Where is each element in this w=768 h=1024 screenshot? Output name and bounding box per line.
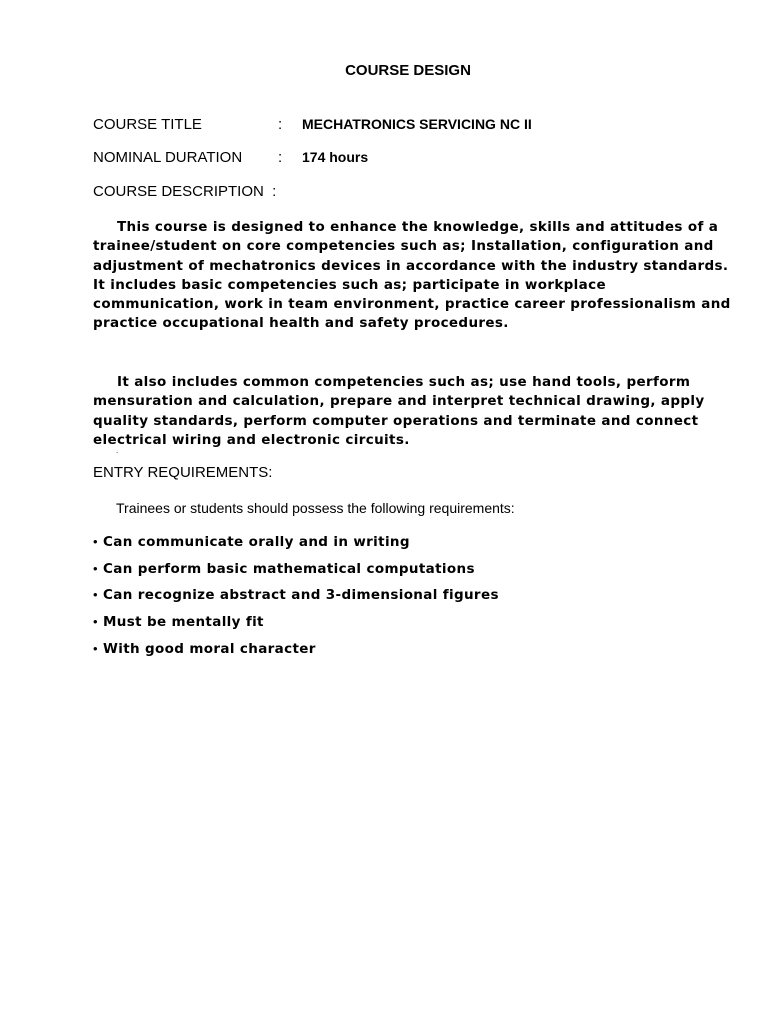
description-paragraph-1: This course is designed to enhance the knowledge, skills and attitudes of a trainee/student on core competencies such as; Installation, configuration and adjustment of mechatronics devices in accordance with the industry standards. It includes basic competencies such as; participate in workplace communication, work in team environment, practice career professionalism and practice occupational health and safety procedures. <box>93 219 731 332</box>
requirement-text: With good moral character <box>103 640 316 657</box>
requirement-text: Can perform basic mathematical computations <box>103 560 475 577</box>
requirement-text: Can recognize abstract and 3-dimensional figures <box>103 587 499 604</box>
bullet-icon: • <box>93 534 98 549</box>
bullet-icon: • <box>93 640 98 656</box>
nominal-duration-label: NOMINAL DURATION <box>93 149 243 166</box>
course-title-row <box>93 116 733 136</box>
course-description-label: COURSE DESCRIPTION : <box>93 183 277 200</box>
bullet-icon: • <box>93 587 98 603</box>
requirement-text: Must be mentally fit <box>103 614 264 631</box>
entry-requirements-label: ENTRY REQUIREMENTS: <box>93 464 273 481</box>
bullet-icon: • <box>93 614 98 630</box>
bullet-icon: • <box>93 560 98 576</box>
entry-requirements-intro: Trainees or students should possess the following requirements: <box>116 500 515 516</box>
list-item <box>93 587 499 614</box>
description-paragraph-2: It also includes common competencies such as; use hand tools, perform mensuration and calculation, prepare and interpret technical drawing, apply quality standards, perform computer operations and terminate and connect electrical wiring and electronic circuits. <box>93 374 705 448</box>
nominal-duration-value: 174 hours <box>302 149 369 165</box>
nominal-duration-colon: : <box>278 149 283 166</box>
nominal-duration-row <box>93 149 733 169</box>
requirement-text: Can communicate orally and in writing <box>103 534 410 550</box>
document-title: COURSE DESIGN <box>345 62 471 79</box>
requirements-list <box>93 534 499 667</box>
course-title-label: COURSE TITLE <box>93 116 202 133</box>
stray-mark: . <box>116 446 119 455</box>
list-item <box>93 534 499 561</box>
list-item <box>93 641 499 668</box>
course-title-value: MECHATRONICS SERVICING NC II <box>302 116 532 132</box>
course-title-colon: : <box>278 116 283 133</box>
list-item <box>93 614 499 641</box>
list-item <box>93 561 499 588</box>
